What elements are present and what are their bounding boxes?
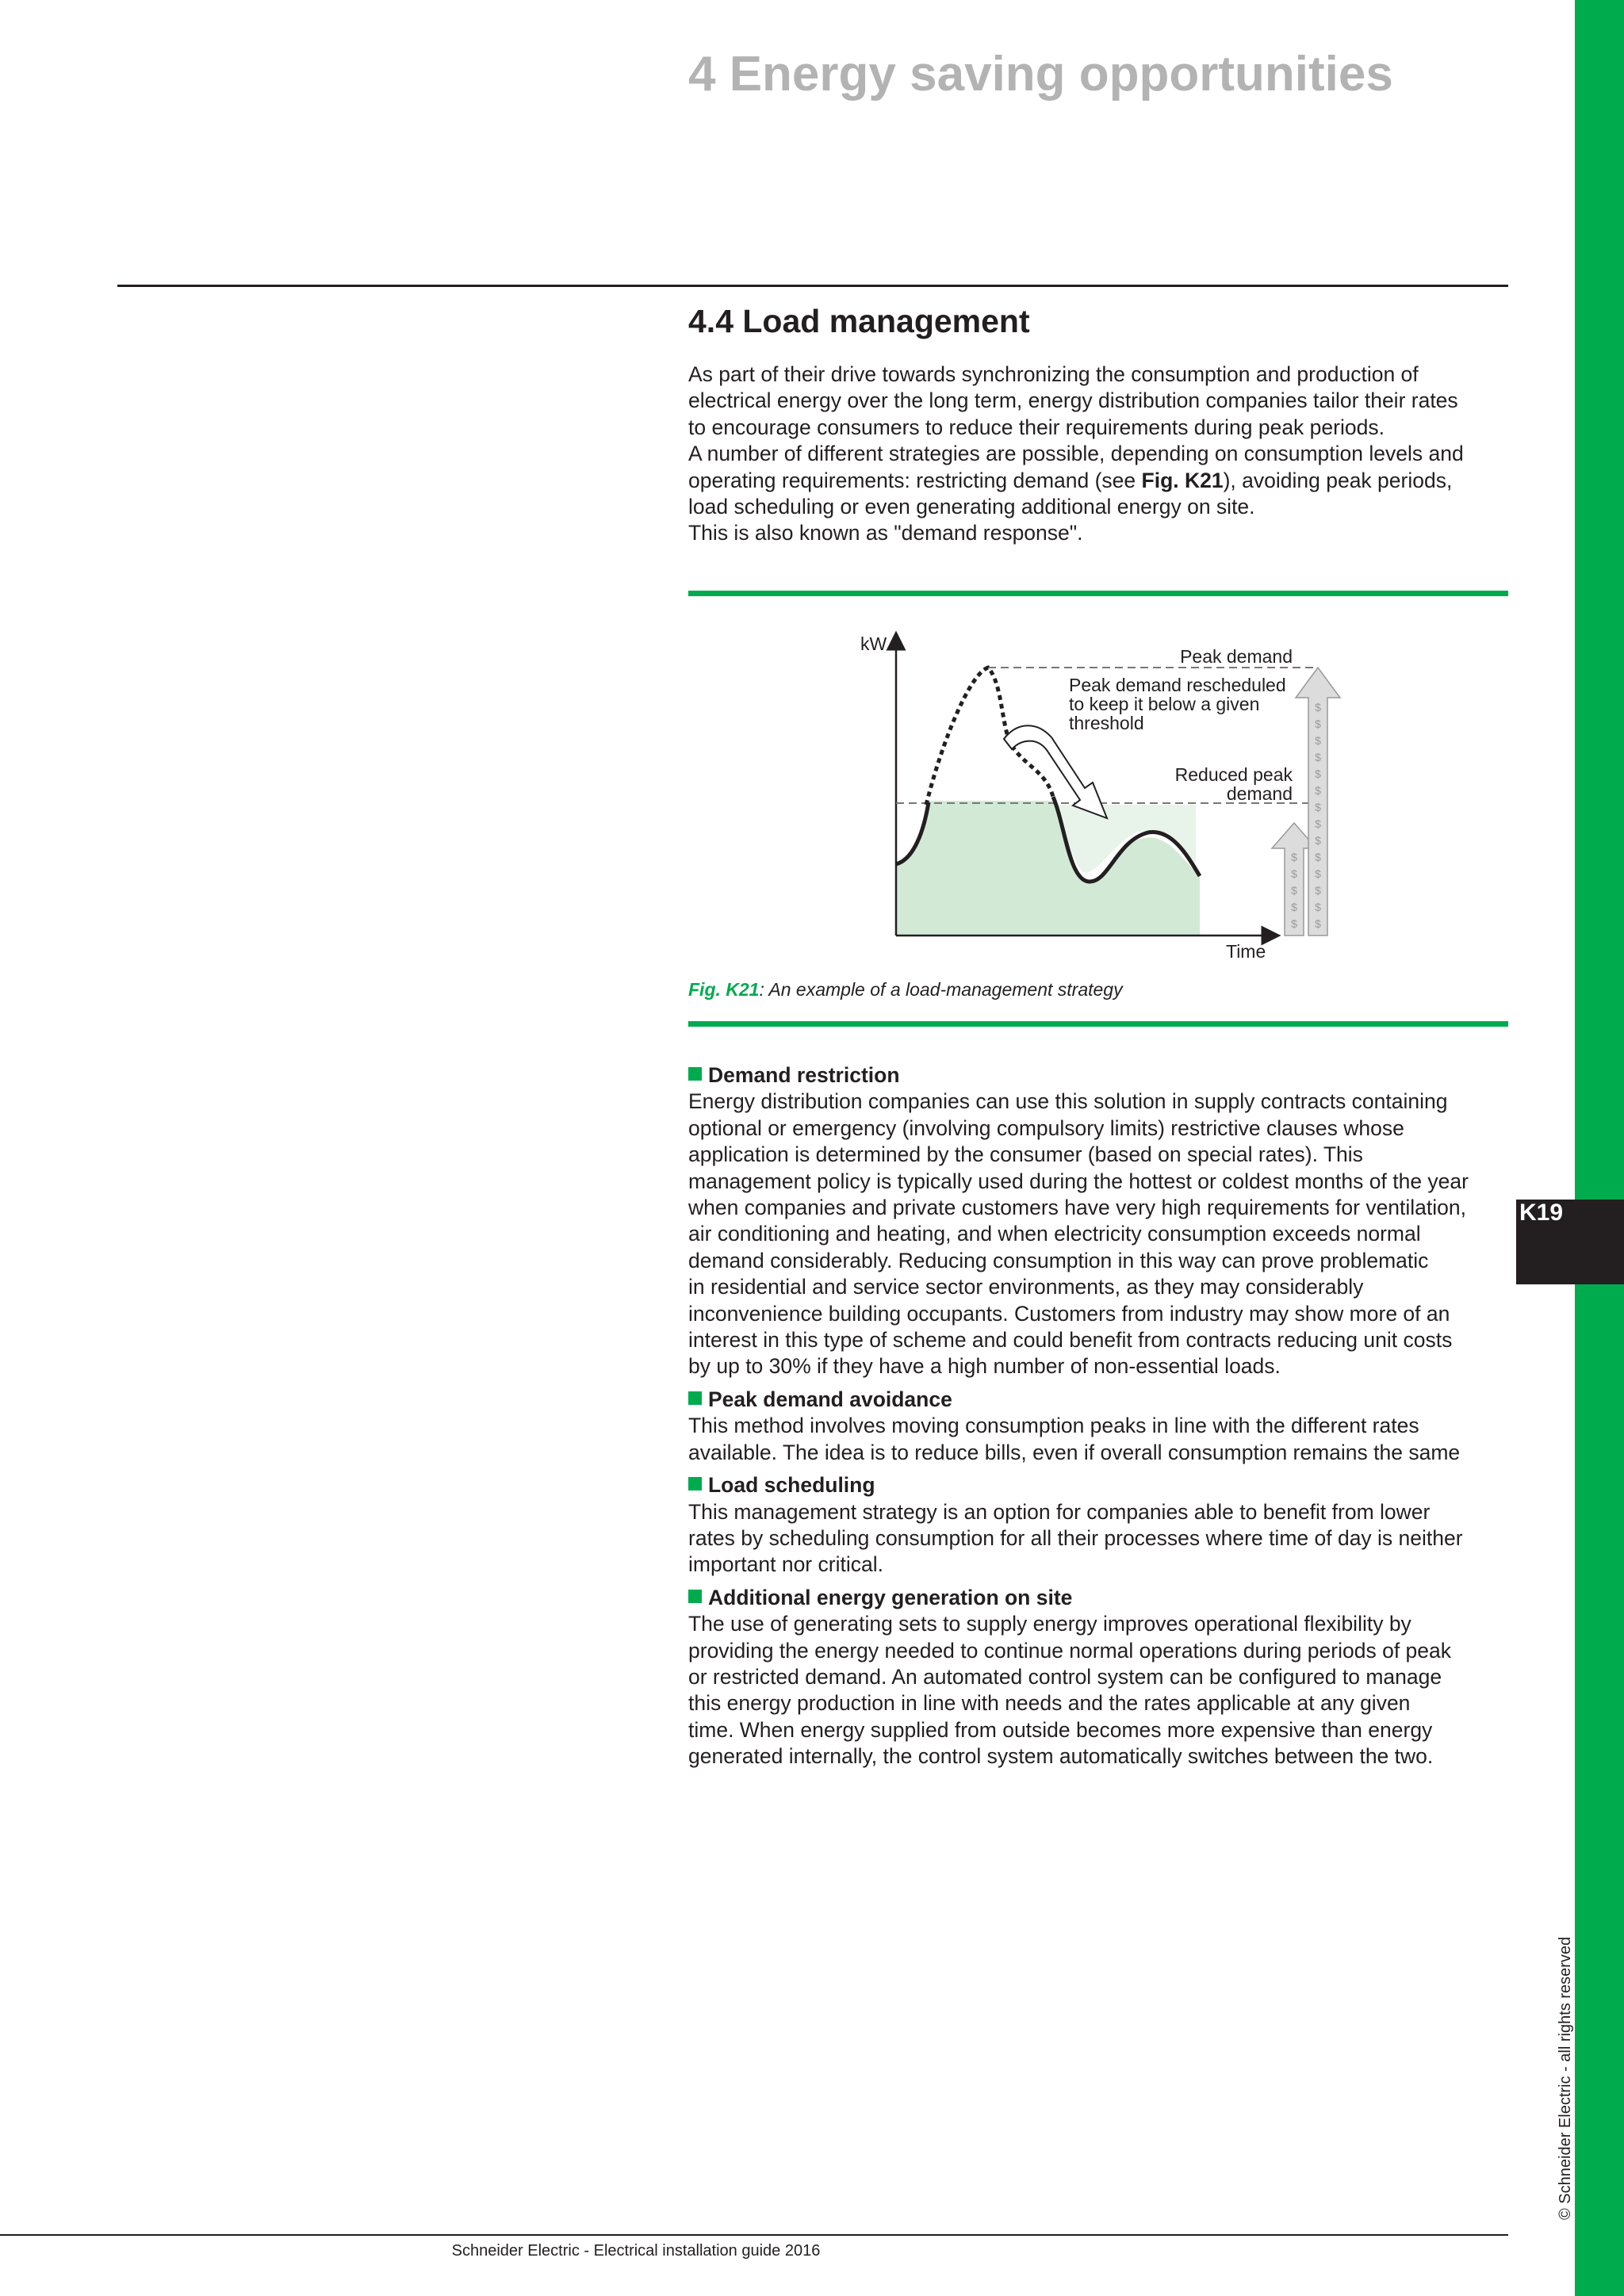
- footer-rule: [0, 2234, 1508, 2236]
- square-bullet-icon: [688, 1590, 702, 1603]
- figure-top-rule: [688, 591, 1508, 596]
- reduced-peak-label: Reduced peak: [1174, 764, 1293, 785]
- coin-icon: $: [1315, 917, 1321, 930]
- text-fragment: ), avoiding peak periods,: [1223, 468, 1453, 492]
- bullet-heading-text: Demand restriction: [708, 1063, 900, 1087]
- bullet-heading: [688, 1062, 1513, 1089]
- bullet-heading: [688, 1472, 1513, 1498]
- text-line: generated internally, the control system automatically switches between the two.: [688, 1744, 1434, 1769]
- bullet-body: [688, 1499, 1513, 1578]
- section-divider: [117, 285, 1508, 287]
- figure-reference: Fig. K21: [1141, 468, 1224, 492]
- caption-label: Fig. K21: [688, 979, 760, 1000]
- side-accent-bar: [1575, 0, 1624, 2296]
- coin-icon: $: [1315, 718, 1321, 730]
- text-line: to encourage consumers to reduce their requirements during peak periods.: [688, 415, 1385, 439]
- coin-icon: $: [1291, 867, 1297, 880]
- text-line: load scheduling or even generating additional energy on site.: [688, 495, 1255, 519]
- coin-icon: $: [1315, 817, 1321, 830]
- page-number-tab: [1516, 1200, 1624, 1284]
- text-line: [688, 468, 1513, 494]
- chapter-title: 4 Energy saving opportunities: [688, 47, 1393, 101]
- text-fragment: operating requirements: restricting demand (see: [688, 468, 1142, 492]
- coin-icon: $: [1315, 767, 1321, 780]
- rescheduled-label: to keep it below a given: [1069, 694, 1260, 714]
- copyright-notice: © Schneider Electric - all rights reserved: [1557, 1936, 1574, 2220]
- coin-icon: $: [1315, 734, 1321, 747]
- coin-icon: $: [1315, 751, 1321, 763]
- coin-icon: $: [1315, 867, 1321, 880]
- bullet-body: [688, 1611, 1513, 1770]
- text-line: or restricted demand. An automated control system can be configured to manage: [688, 1664, 1442, 1689]
- text-line: electrical energy over the long term, energy distribution companies tailor their rates: [688, 388, 1458, 413]
- text-line: air conditioning and heating, and when electricity consumption exceeds normal: [688, 1222, 1421, 1246]
- text-line: The use of generating sets to supply energy improves operational flexibility by: [688, 1612, 1411, 1636]
- load-management-diagram: [688, 603, 1508, 996]
- rescheduled-label: threshold: [1069, 713, 1144, 733]
- coin-icon: $: [1291, 884, 1297, 897]
- text-line: rates by scheduling consumption for all their processes where time of day is neither: [688, 1525, 1463, 1550]
- square-bullet-icon: [688, 1477, 702, 1490]
- text-line: Energy distribution companies can use this solution in supply contracts containing: [688, 1089, 1448, 1114]
- text-line: important nor critical.: [688, 1552, 883, 1577]
- coin-icon: $: [1315, 801, 1321, 813]
- x-axis-label: Time: [1226, 941, 1266, 962]
- reduced-peak-label: demand: [1226, 783, 1293, 804]
- text-line: by up to 30% if they have a high number of non-essential loads.: [688, 1354, 1281, 1379]
- text-line: demand considerably. Reducing consumption in this way can prove problematic: [688, 1248, 1429, 1272]
- bullet-heading-text: Load scheduling: [708, 1473, 875, 1498]
- text-line: management policy is typically used during the hottest or coldest months of the year: [688, 1169, 1469, 1193]
- y-axis-label: kW: [860, 633, 887, 654]
- text-line: providing the energy needed to continue normal operations during periods of peak: [688, 1638, 1452, 1663]
- bullet-heading-text: Peak demand avoidance: [708, 1387, 952, 1411]
- intro-paragraph: [688, 362, 1513, 547]
- peak-demand-label: Peak demand: [1180, 646, 1293, 667]
- text-line: this energy production in line with needs and the rates applicable at any given: [688, 1691, 1411, 1716]
- square-bullet-icon: [688, 1391, 702, 1405]
- bullet-heading-text: Additional energy generation on site: [708, 1585, 1073, 1609]
- coin-icon: $: [1315, 901, 1321, 913]
- strategy-list: [688, 1062, 1513, 1777]
- bullet-body: [688, 1413, 1513, 1466]
- coin-icon: $: [1315, 851, 1321, 863]
- coin-icon: $: [1315, 834, 1321, 847]
- coin-icon: $: [1291, 901, 1297, 913]
- text-line: This is also known as "demand response".: [688, 521, 1083, 545]
- figure-k21: [688, 603, 1508, 996]
- bullet-body: [688, 1089, 1513, 1380]
- rescheduled-label: Peak demand rescheduled: [1069, 675, 1286, 695]
- text-line: in residential and service sector environments, as they may considerably: [688, 1275, 1364, 1299]
- coin-icon: $: [1315, 701, 1321, 714]
- coin-icon: $: [1315, 784, 1321, 797]
- text-line: time. When energy supplied from outside becomes more expensive than energy: [688, 1717, 1433, 1742]
- text-line: inconvenience building occupants. Customers from industry may show more of an: [688, 1301, 1450, 1326]
- text-line: As part of their drive towards synchronizing the consumption and production of: [688, 362, 1419, 386]
- footer: [0, 2242, 1448, 2260]
- text-line: when companies and private customers have very high requirements for ventilation,: [688, 1196, 1467, 1220]
- footer-text: Schneider Electric - Electrical installation guide 2016: [451, 2242, 821, 2260]
- square-bullet-icon: [688, 1067, 702, 1081]
- figure-bottom-rule: [688, 1021, 1508, 1027]
- text-line: optional or emergency (involving compulsory limits) restrictive clauses whose: [688, 1115, 1404, 1140]
- text-line: available. The idea is to reduce bills, even if overall consumption remains the same: [688, 1440, 1461, 1464]
- figure-caption: [688, 979, 1123, 1001]
- text-line: interest in this type of scheme and could benefit from contracts reducing unit costs: [688, 1328, 1453, 1353]
- caption-text: : An example of a load-management strategy: [759, 979, 1123, 1000]
- text-line: This management strategy is an option for companies able to benefit from lower: [688, 1499, 1431, 1524]
- bullet-heading: [688, 1585, 1513, 1611]
- coin-icon: $: [1291, 851, 1297, 863]
- section-title: 4.4 Load management: [688, 303, 1030, 339]
- coin-icon: $: [1315, 884, 1321, 897]
- text-line: application is determined by the consumer (based on special rates). This: [688, 1142, 1363, 1167]
- text-line: A number of different strategies are possible, depending on consumption levels and: [688, 442, 1464, 466]
- coin-icon: $: [1291, 917, 1297, 930]
- text-line: This method involves moving consumption peaks in line with the different rates: [688, 1414, 1419, 1438]
- page-number: K19: [1519, 1200, 1564, 1226]
- bullet-heading: [688, 1387, 1513, 1413]
